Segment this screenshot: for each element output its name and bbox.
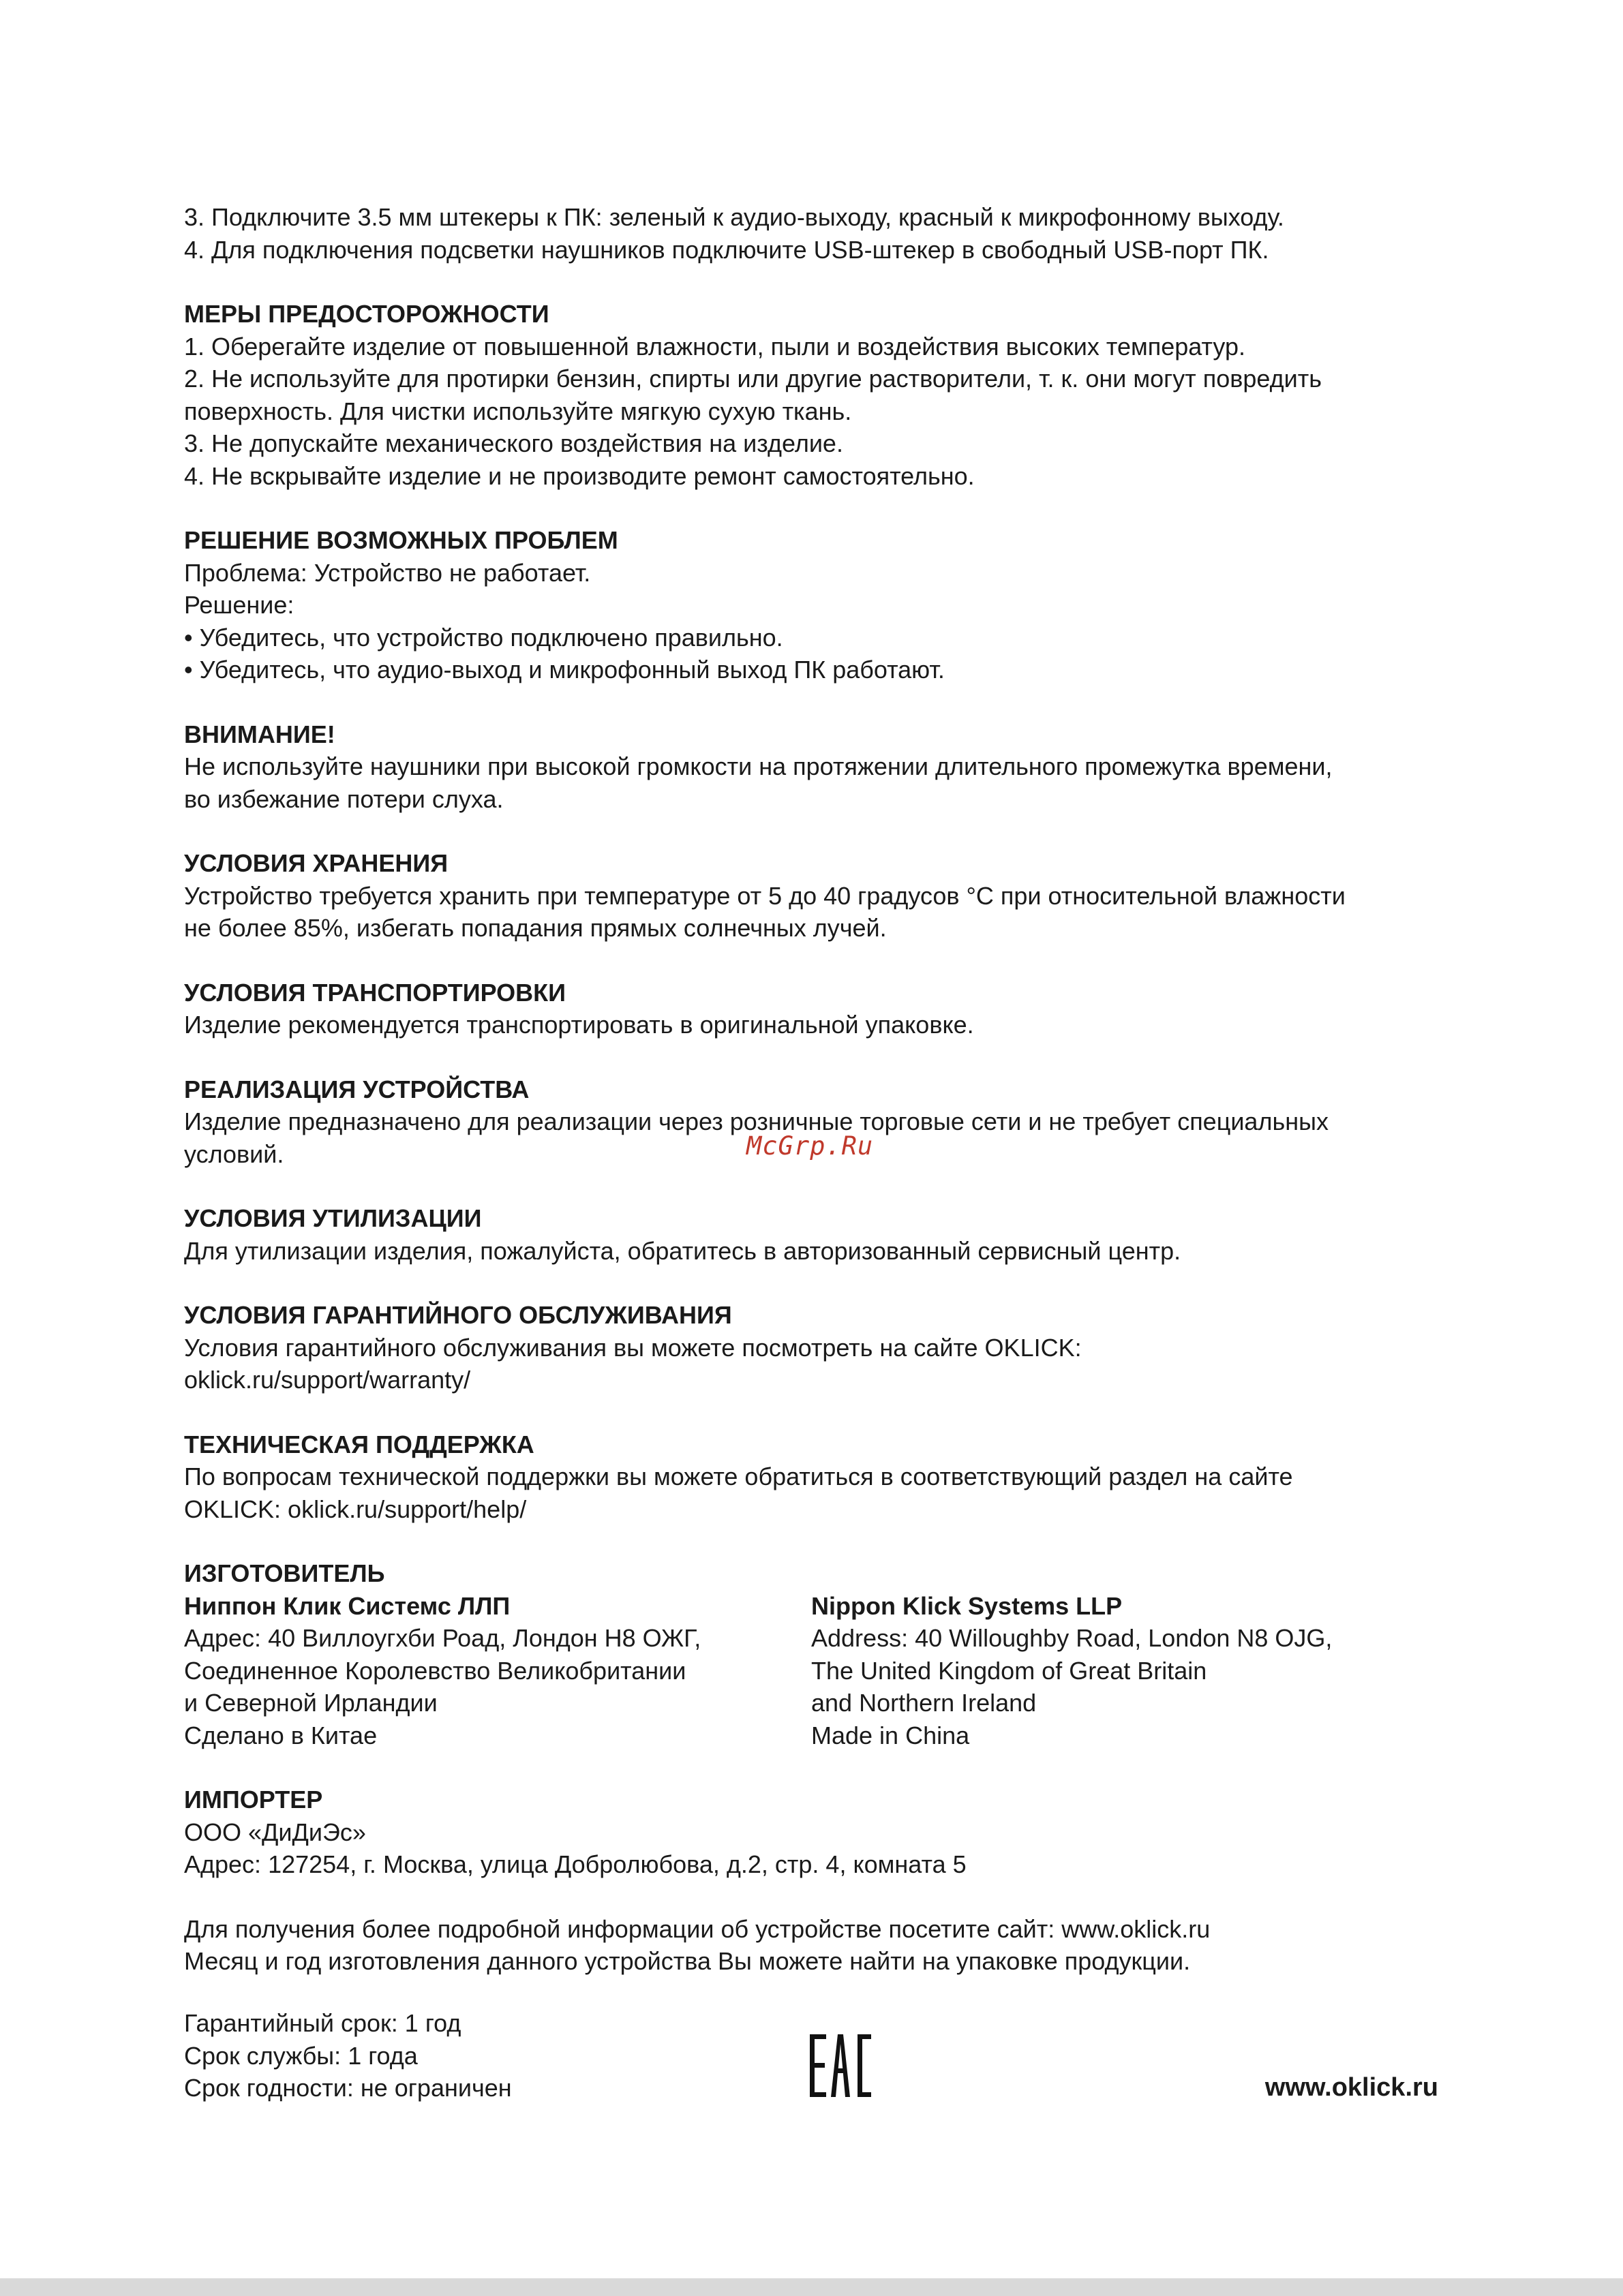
manufacturer-en <box>811 1590 1425 1752</box>
intro-section <box>184 201 1452 266</box>
intro-line: 4. Для подключения подсветки наушников подключите USB-штекер в свободный USB-порт ПК. <box>184 235 1269 264</box>
shelf-life: Срок годности: не ограничен <box>184 2074 512 2102</box>
attention-section <box>184 718 1452 816</box>
precautions-section <box>184 298 1452 492</box>
manufacturer-columns <box>184 1590 1452 1752</box>
footer <box>184 2007 1438 2109</box>
text-line: Не используйте наушники при высокой громкости на протяжении длительного промежутка времени, <box>184 752 1333 780</box>
service-life: Срок службы: 1 года <box>184 2041 418 2070</box>
text-line: условий. <box>184 1139 284 1168</box>
text-line: Address: 40 Willoughby Road, London N8 OJG, <box>811 1624 1333 1652</box>
intro-line: 3. Подключите 3.5 мм штекеры к ПК: зеленый к аудио-выходу, красный к микрофонному выходу. <box>184 203 1284 231</box>
text-line: не более 85%, избегать попадания прямых солнечных лучей. <box>184 914 887 942</box>
section-heading: УСЛОВИЯ ТРАНСПОРТИРОВКИ <box>184 978 566 1007</box>
text-line: • Убедитесь, что аудио-выход и микрофонный выход ПК работают. <box>184 656 945 684</box>
section-heading: ИМПОРТЕР <box>184 1786 323 1813</box>
text-line: OKLICK: oklick.ru/support/help/ <box>184 1495 527 1523</box>
warranty-period: Гарантийный срок: 1 год <box>184 2009 461 2037</box>
text-line: Соединенное Королевство Великобритании <box>184 1656 686 1685</box>
section-heading: ИЗГОТОВИТЕЛЬ <box>184 1559 385 1587</box>
text-line: Проблема: Устройство не работает. <box>184 558 591 587</box>
text-line: По вопросам технической поддержки вы можете обратиться в соответствующий раздел на сайте <box>184 1463 1293 1490</box>
section-heading: УСЛОВИЯ ХРАНЕНИЯ <box>184 849 449 877</box>
manufacturer-section <box>184 1557 1452 1751</box>
warranty-section <box>184 1299 1452 1396</box>
manufacturer-name-ru: Ниппон Клик Системс ЛЛП <box>184 1591 511 1620</box>
warranty-link: oklick.ru/support/warranty/ <box>184 1366 471 1394</box>
section-heading: РЕАЛИЗАЦИЯ УСТРОЙСТВА <box>184 1075 530 1103</box>
text-line: The United Kingdom of Great Britain <box>811 1656 1207 1685</box>
website-link[interactable]: www.oklick.ru <box>1264 2073 1438 2102</box>
section-heading: УСЛОВИЯ ГАРАНТИЙНОГО ОБСЛУЖИВАНИЯ <box>184 1301 732 1329</box>
text-line: • Убедитесь, что устройство подключено правильно. <box>184 623 783 652</box>
text-line: Адрес: 127254, г. Москва, улица Добролюбова, д.2, стр. 4, комната 5 <box>184 1850 967 1878</box>
text-line: Устройство требуется хранить при температуре от 5 до 40 градусов °С при относительной влажности <box>184 881 1346 910</box>
importer-section <box>184 1784 1452 1881</box>
watermark-text: McGrp.Ru <box>746 1131 874 1161</box>
disposal-section <box>184 1202 1452 1267</box>
text-line: Сделано в Китае <box>184 1721 378 1749</box>
section-heading: ТЕХНИЧЕСКАЯ ПОДДЕРЖКА <box>184 1430 534 1458</box>
text-line: 1. Оберегайте изделие от повышенной влажности, пыли и воздействия высоких температур. <box>184 332 1246 361</box>
text-line: Изделие предназначено для реализации через розничные торговые сети и не требует специальных <box>184 1107 1329 1135</box>
transport-section <box>184 977 1452 1041</box>
text-line: Для утилизации изделия, пожалуйста, обратитесь в авторизованный сервисный центр. <box>184 1236 1181 1265</box>
text-line: Месяц и год изготовления данного устройства Вы можете найти на упаковке продукции. <box>184 1947 1191 1975</box>
text-line: ООО «ДиДиЭс» <box>184 1818 366 1846</box>
manufacturer-ru <box>184 1590 811 1752</box>
text-line: Изделие рекомендуется транспортировать в оригинальной упаковке. <box>184 1011 974 1039</box>
info-section <box>184 1913 1452 1978</box>
troubleshooting-section <box>184 524 1452 686</box>
manufacturer-name-en: Nippon Klick Systems LLP <box>811 1591 1123 1620</box>
storage-section <box>184 847 1452 945</box>
eac-mark-icon <box>810 2034 871 2097</box>
section-heading: МЕРЫ ПРЕДОСТОРОЖНОСТИ <box>184 300 549 328</box>
text-line: and Northern Ireland <box>811 1689 1037 1717</box>
text-line: 3. Не допускайте механического воздействия на изделие. <box>184 429 843 457</box>
support-section <box>184 1428 1452 1526</box>
footer-terms <box>184 2007 512 2104</box>
section-heading: ВНИМАНИЕ! <box>184 720 335 748</box>
text-line: Условия гарантийного обслуживания вы можете посмотреть на сайте OKLICK: <box>184 1333 1082 1362</box>
text-line: Для получения более подробной информации об устройстве посетите сайт: www.oklick.ru <box>184 1914 1211 1943</box>
text-line: Решение: <box>184 591 294 619</box>
text-line: поверхность. Для чистки используйте мягкую сухую ткань. <box>184 397 852 425</box>
text-line: Made in China <box>811 1721 970 1749</box>
text-line: и Северной Ирландии <box>184 1689 438 1717</box>
document-body <box>184 201 1452 1978</box>
text-line: во избежание потери слуха. <box>184 784 504 813</box>
text-line: 2. Не используйте для протирки бензин, спирты или другие растворители, т. к. они могут повредить <box>184 365 1322 393</box>
text-line: 4. Не вскрывайте изделие и не производите ремонт самостоятельно. <box>184 461 975 490</box>
section-heading: РЕШЕНИЕ ВОЗМОЖНЫХ ПРОБЛЕМ <box>184 526 618 554</box>
bottom-bar <box>0 2278 1623 2296</box>
text-line: Адрес: 40 Виллоугхби Роад, Лондон Н8 ОЖГ, <box>184 1624 701 1652</box>
section-heading: УСЛОВИЯ УТИЛИЗАЦИИ <box>184 1204 482 1232</box>
